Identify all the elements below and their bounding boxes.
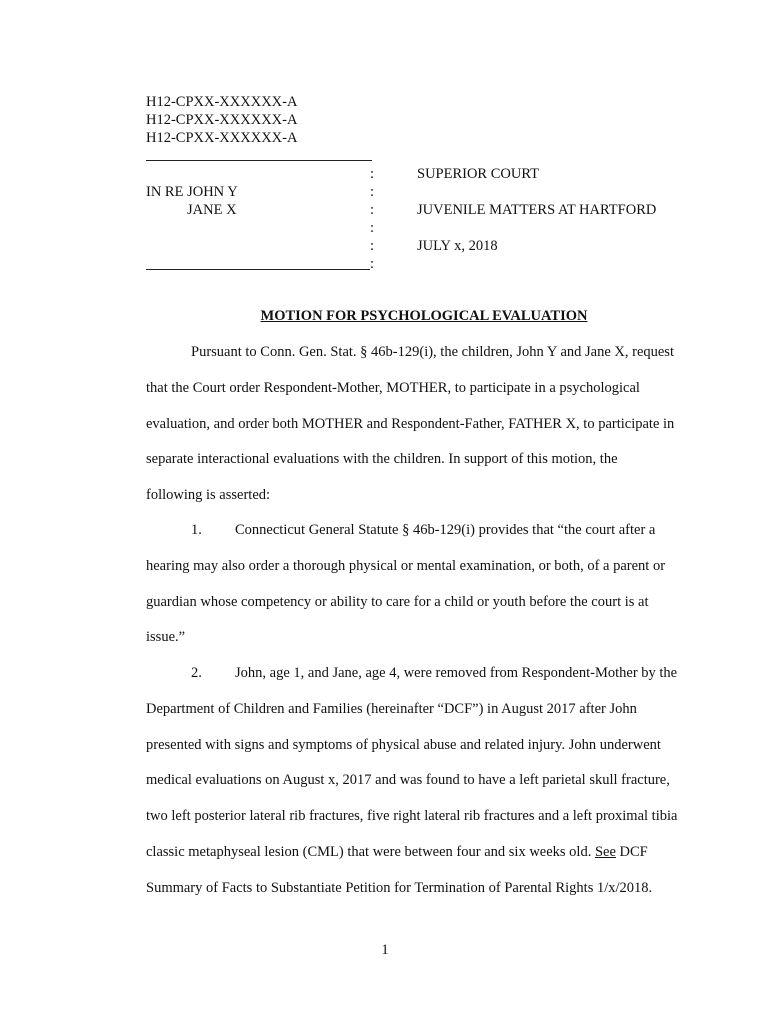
item-1-line: guardian whose competency or ability to care for a child or youth before the court is at <box>146 593 649 610</box>
caption-colon: : <box>370 256 375 272</box>
caption-colon: : <box>370 166 375 182</box>
see-citation-signal: See <box>594 843 616 860</box>
page-number: 1 <box>381 942 389 958</box>
caption-date: JULY x, 2018 <box>417 238 498 254</box>
caption-colon: : <box>370 184 375 200</box>
intro-line: that the Court order Respondent-Mother, MOTHER, to participate in a psychological <box>146 379 640 396</box>
caption-court: SUPERIOR COURT <box>417 166 539 182</box>
item-2-line: presented with signs and symptoms of physical abuse and related injury. John underwent <box>146 736 661 753</box>
document-title: MOTION FOR PSYCHOLOGICAL EVALUATION <box>260 308 588 324</box>
caption-colon: : <box>370 220 375 236</box>
intro-line: evaluation, and order both MOTHER and Respondent-Father, FATHER X, to participate in <box>146 415 675 432</box>
item-1-paragraph <box>146 513 702 656</box>
item-2-line: two left posterior lateral rib fractures, five right lateral rib fractures and a left proximal tibia <box>146 808 678 825</box>
caption-in-re: IN RE JOHN Y <box>146 184 238 200</box>
caption-top-rule <box>146 160 372 161</box>
item-2-line-text: classic metaphyseal lesion (CML) that were between four and six weeks old. <box>146 843 595 860</box>
item-2-paragraph <box>146 656 702 907</box>
intro-line: separate interactional evaluations with the children. In support of this motion, the <box>146 451 618 468</box>
item-1-line: issue.” <box>146 629 186 646</box>
item-2-line-text: DCF <box>615 843 648 860</box>
item-2-number: 2. <box>191 665 202 681</box>
item-2-line: medical evaluations on August x, 2017 and was found to have a left parietal skull fracture, <box>146 772 670 789</box>
case-number-2: H12-CPXX-XXXXXX-A <box>146 112 298 128</box>
item-2-line: Department of Children and Families (hereinafter “DCF”) in August 2017 after John <box>146 700 637 717</box>
intro-line: following is asserted: <box>146 487 271 504</box>
caption-location: JUVENILE MATTERS AT HARTFORD <box>417 202 657 218</box>
case-number-3: H12-CPXX-XXXXXX-A <box>146 130 298 146</box>
caption-colon: : <box>370 238 375 254</box>
intro-paragraph <box>146 335 702 514</box>
caption-bottom-rule <box>146 269 370 270</box>
item-1-line: Connecticut General Statute § 46b-129(i) provides that “the court after a <box>235 522 656 538</box>
intro-line: Pursuant to Conn. Gen. Stat. § 46b-129(i), the children, John Y and Jane X, request <box>191 344 674 360</box>
item-1-number: 1. <box>191 522 202 538</box>
item-2-line: John, age 1, and Jane, age 4, were removed from Respondent-Mother by the <box>235 665 678 681</box>
item-1-line: hearing may also order a thorough physical or mental examination, or both, of a parent or <box>146 557 666 574</box>
caption-second-child: JANE X <box>187 202 237 218</box>
item-2-line <box>146 835 702 871</box>
caption-colon: : <box>370 202 375 218</box>
item-2-line: Summary of Facts to Substantiate Petition for Termination of Parental Rights 1/x/2018. <box>146 879 653 896</box>
case-number-1: H12-CPXX-XXXXXX-A <box>146 94 298 110</box>
